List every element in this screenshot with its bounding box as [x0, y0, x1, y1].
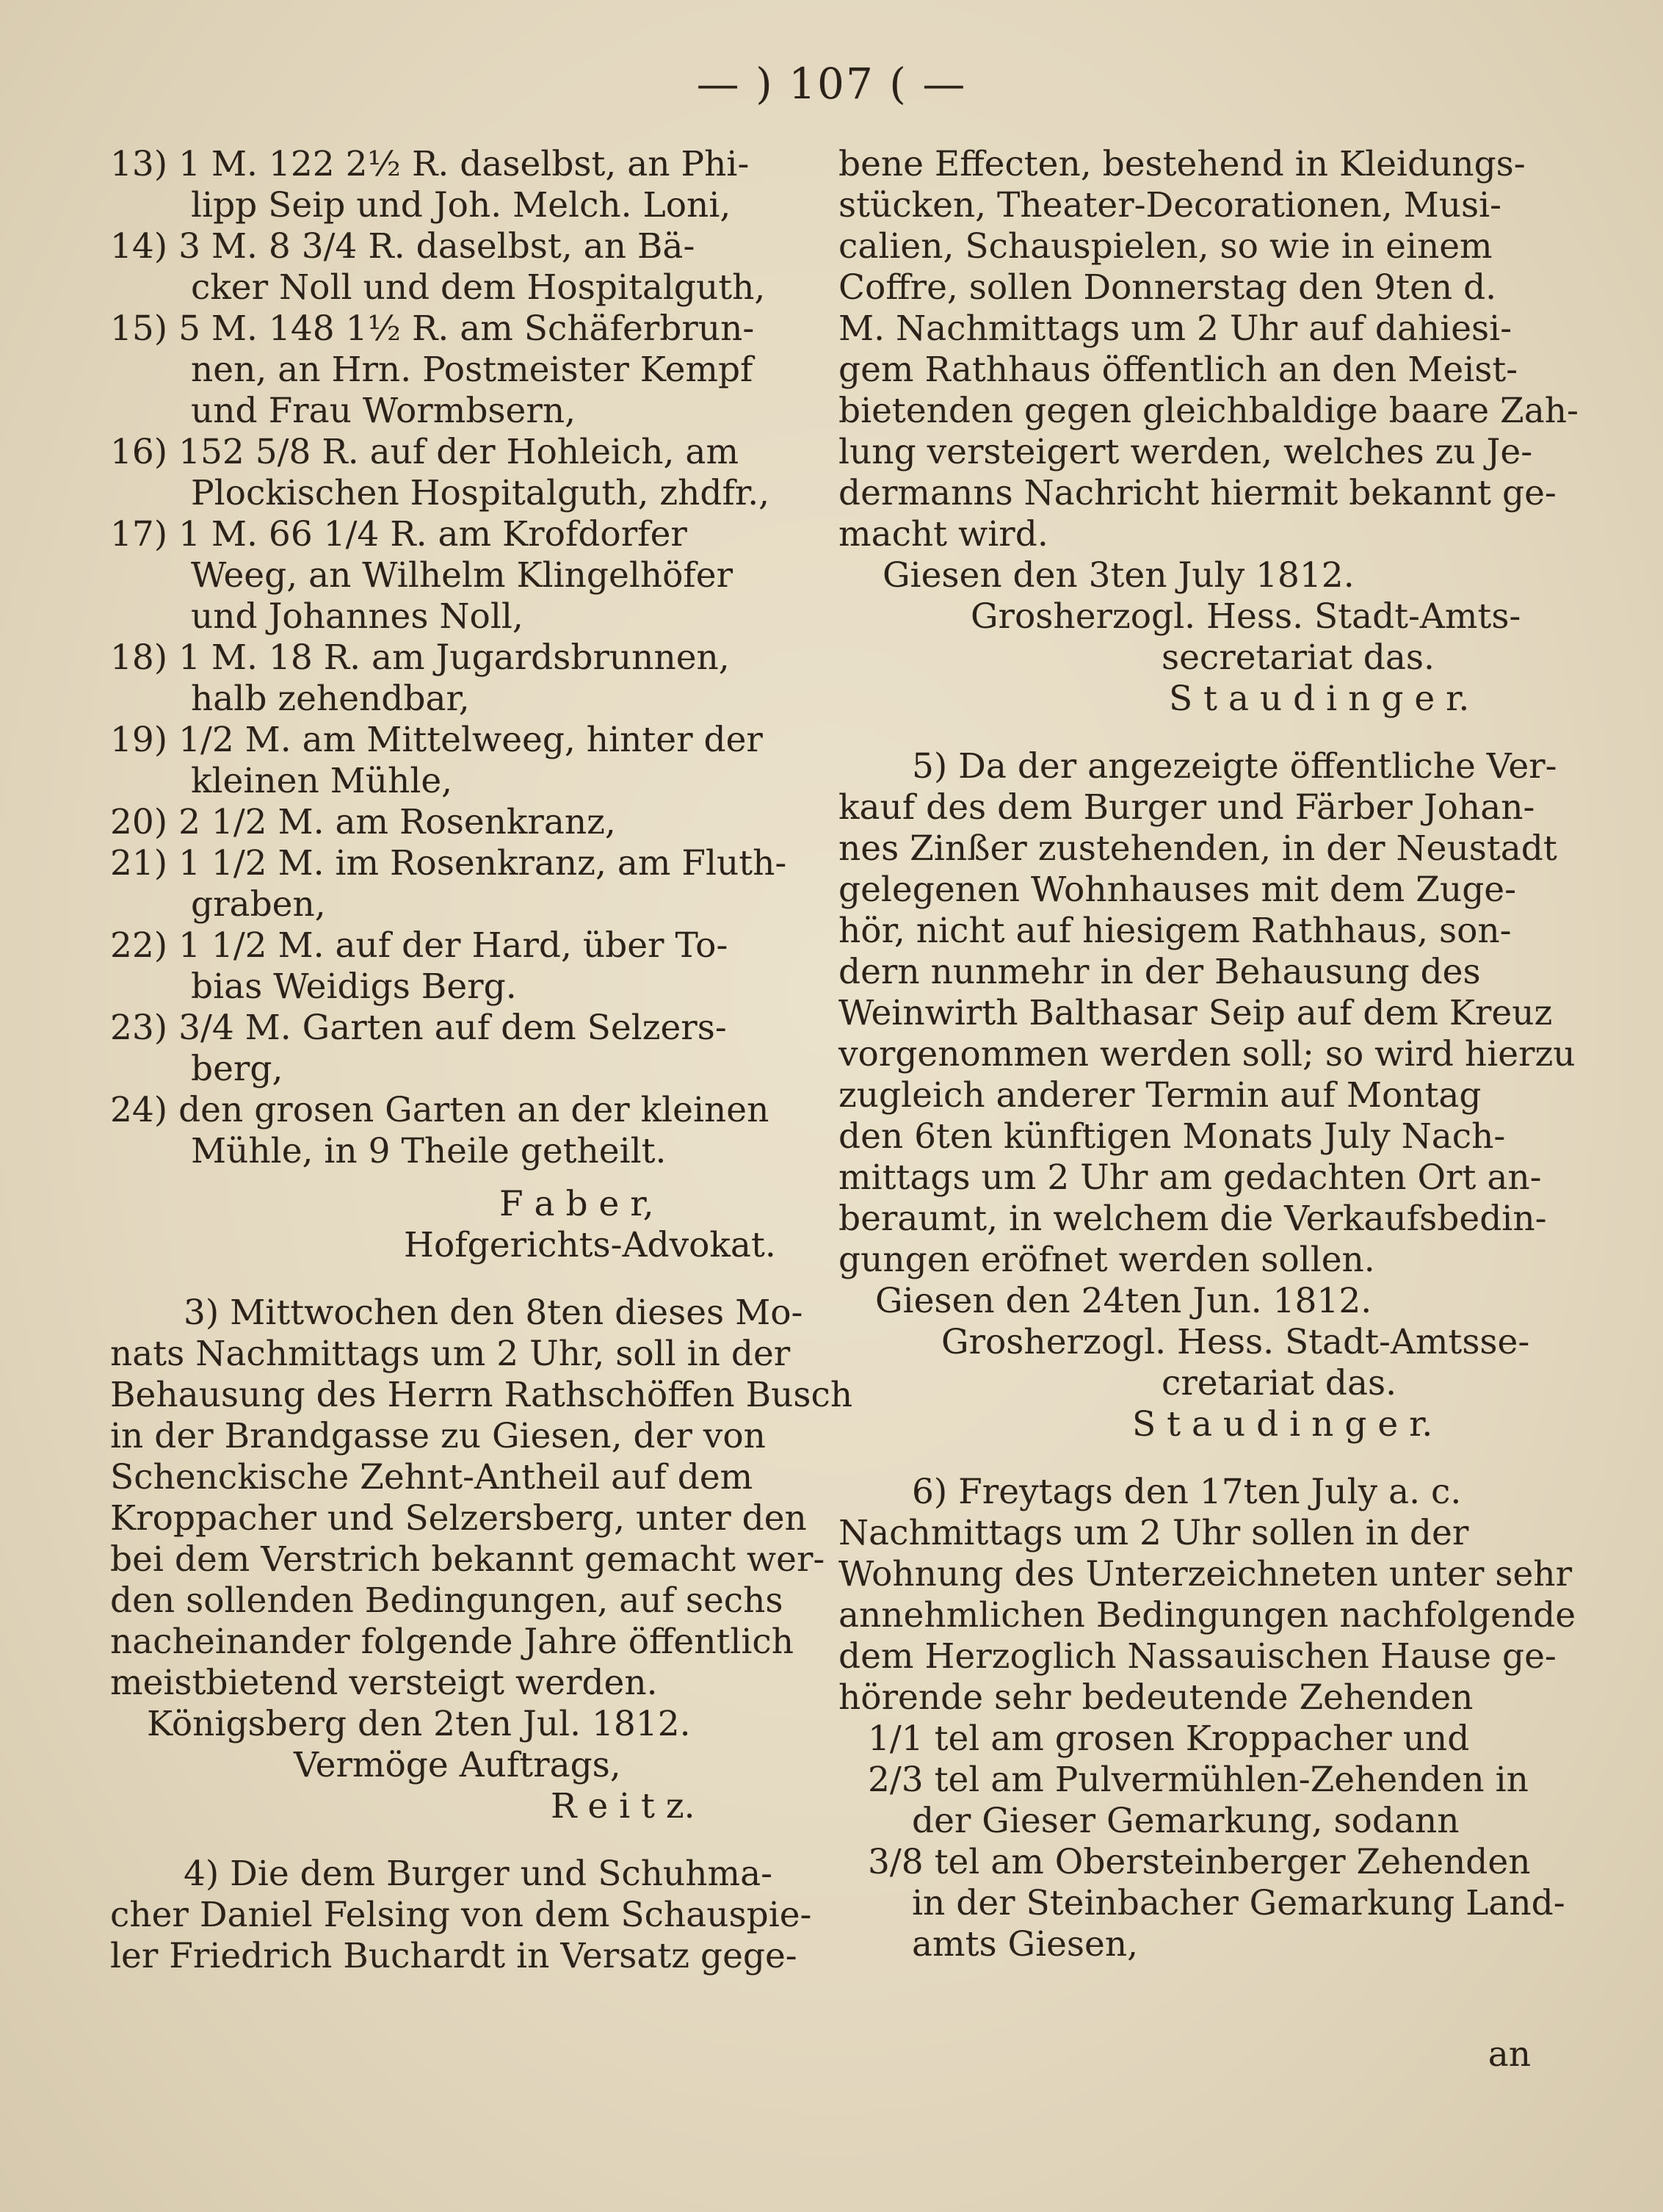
list-item-line: und Frau Wormbsern, [191, 391, 576, 431]
tithe-list-line: in der Steinbacher Gemarkung Land- [912, 1883, 1565, 1923]
paragraph-line: lung versteigert werden, welches zu Je- [838, 432, 1533, 472]
paragraph-line: 4) Die dem Burger und Schuhma- [184, 1854, 773, 1894]
list-item-line: berg, [191, 1049, 283, 1089]
notice-4-date: Giesen den 3ten July 1812. [883, 555, 1355, 596]
paragraph-line: annehmlichen Bedingungen nachfolgende [838, 1595, 1576, 1635]
notice-4 [110, 1854, 815, 1977]
paragraph-line: Coffre, sollen Donnerstag den 9ten d. [838, 267, 1497, 308]
paragraph-line: gem Rathhaus öffentlich an den Meist- [838, 350, 1518, 390]
paragraph-line: kauf des dem Burger und Färber Johan- [838, 787, 1535, 828]
notice-5-signature: S t a u d i n g e r. [1132, 1404, 1433, 1445]
list-item-line: 13) 1 M. 122 2½ R. daselbst, an Phi- [110, 144, 750, 184]
paragraph-line: M. Nachmittags um 2 Uhr auf dahiesi- [838, 308, 1512, 349]
paragraph-line: den sollenden Bedingungen, auf sechs [110, 1580, 783, 1621]
list-item-line: 23) 3/4 M. Garten auf dem Selzers- [110, 1008, 727, 1048]
list-item-line: 14) 3 M. 8 3/4 R. daselbst, an Bä- [110, 226, 695, 267]
notice-4-office-cont: secretariat das. [1162, 637, 1435, 678]
paragraph-line: gelegenen Wohnhauses mit dem Zuge- [838, 870, 1516, 910]
paragraph-line: bene Effecten, bestehend in Kleidungs- [838, 144, 1526, 184]
tithe-list-line: 3/8 tel am Obersteinberger Zehenden [868, 1842, 1531, 1882]
list-item-line: 22) 1 1/2 M. auf der Hard, über To- [110, 925, 728, 966]
list-item-line: Mühle, in 9 Theile getheilt. [191, 1131, 667, 1171]
list-item-line: nen, an Hrn. Postmeister Kempf [191, 350, 753, 390]
list-item-line: bias Weidigs Berg. [191, 966, 517, 1007]
paragraph-line: bietenden gegen gleichbaldige baare Zah- [838, 391, 1579, 431]
list-item-line: 24) den grosen Garten an der kleinen [110, 1090, 769, 1130]
tithe-list-line: 1/1 tel am grosen Kroppacher und [868, 1718, 1470, 1759]
tithe-list [838, 1718, 1565, 1965]
list-item-line: 16) 152 5/8 R. auf der Hohleich, am [110, 432, 739, 472]
list-item-line: Weeg, an Wilhelm Klingelhöfer [191, 555, 733, 596]
paragraph-line: hörende sehr bedeutende Zehenden [838, 1677, 1474, 1718]
list-item-line: 17) 1 M. 66 1/4 R. am Krofdorfer [110, 514, 687, 554]
left-column [110, 144, 853, 1977]
paragraph-line: dermanns Nachricht hiermit bekannt ge- [838, 473, 1557, 513]
notice-3-date: Königsberg den 2ten Jul. 1812. [147, 1704, 691, 1744]
notice-6 [838, 1472, 1576, 1718]
list-item-line: graben, [191, 884, 326, 925]
list-item-line: halb zehendbar, [191, 679, 470, 719]
signature-title: Hofgerichts-Advokat. [404, 1225, 776, 1265]
paragraph-line: gungen eröfnet werden sollen. [838, 1240, 1375, 1280]
tithe-list-line: der Gieser Gemarkung, sodann [912, 1801, 1460, 1841]
notice-5 [838, 746, 1576, 1281]
page-number-header: — ) 107 ( — [696, 59, 967, 109]
tithe-list-line: amts Giesen, [912, 1924, 1139, 1965]
paragraph-line: nacheinander folgende Jahre öffentlich [110, 1622, 794, 1662]
notice-5-date: Giesen den 24ten Jun. 1812. [875, 1281, 1372, 1321]
paragraph-line: 3) Mittwochen den 8ten dieses Mo- [184, 1293, 803, 1333]
paragraph-line: hör, nicht auf hiesigem Rathhaus, son- [838, 911, 1512, 951]
paragraph-line: Wohnung des Unterzeichneten unter sehr [838, 1554, 1573, 1594]
parcel-list [110, 144, 815, 1172]
notice-4-continued [838, 144, 1579, 555]
notice-5-office-cont: cretariat das. [1162, 1363, 1397, 1403]
paragraph-line: beraumt, in welchem die Verkaufsbedin- [838, 1199, 1547, 1239]
notice-4-signature: S t a u d i n g e r. [1169, 679, 1470, 719]
paragraph-line: Kroppacher und Selzersberg, unter den [110, 1498, 807, 1539]
notice-4-office: Grosherzogl. Hess. Stadt-Amts- [971, 596, 1521, 637]
paragraph-line: meistbietend versteigt werden. [110, 1663, 658, 1703]
paragraph-line: Weinwirth Balthasar Seip auf dem Kreuz [838, 993, 1553, 1033]
paragraph-line: den 6ten künftigen Monats July Nach- [838, 1116, 1506, 1157]
paragraph-line: mittags um 2 Uhr am gedachten Ort an- [838, 1157, 1542, 1198]
paragraph-line: nes Zinßer zustehenden, in der Neustadt [838, 828, 1557, 869]
paragraph-line: cher Daniel Felsing von dem Schauspie- [110, 1895, 812, 1935]
paragraph-line: macht wird. [838, 514, 1048, 554]
paragraph-line: 5) Da der angezeigte öffentliche Ver- [912, 746, 1557, 787]
list-item-line: kleinen Mühle, [191, 761, 453, 801]
list-item-line: lipp Seip und Joh. Melch. Loni, [191, 185, 731, 225]
notice-5-office: Grosherzogl. Hess. Stadt-Amtsse- [941, 1322, 1530, 1362]
paragraph-line: calien, Schauspielen, so wie in einem [838, 226, 1493, 267]
list-item-line: 18) 1 M. 18 R. am Jugardsbrunnen, [110, 637, 730, 678]
paragraph-line: in der Brandgasse zu Giesen, der von [110, 1416, 766, 1456]
list-item-line: 21) 1 1/2 M. im Rosenkranz, am Fluth- [110, 843, 787, 883]
paragraph-line: 6) Freytags den 17ten July a. c. [912, 1472, 1462, 1512]
list-item-line: Plockischen Hospitalguth, zhdfr., [191, 473, 770, 513]
paragraph-line: stücken, Theater-Decorationen, Musi- [838, 185, 1502, 225]
paragraph-line: Nachmittags um 2 Uhr sollen in der [838, 1513, 1469, 1553]
paragraph-line: nats Nachmittags um 2 Uhr, soll in der [110, 1334, 791, 1374]
list-item-line: und Johannes Noll, [191, 596, 523, 637]
paragraph-line: bei dem Verstrich bekannt gemacht wer- [110, 1539, 825, 1580]
notice-3-signature-line: Vermöge Auftrags, [294, 1745, 621, 1785]
paragraph-line: Behausung des Herrn Rathschöffen Busch [110, 1375, 853, 1415]
right-column [838, 144, 1579, 1965]
list-item-line: 19) 1/2 M. am Mittelweeg, hinter der [110, 720, 763, 760]
tithe-list-line: 2/3 tel am Pulvermühlen-Zehenden in [868, 1760, 1529, 1800]
list-item-line: cker Noll und dem Hospitalguth, [191, 267, 766, 308]
catchword: an [1488, 2034, 1531, 2075]
notice-3-signature: R e i t z. [551, 1786, 695, 1826]
paragraph-line: Schenckische Zehnt-Antheil auf dem [110, 1457, 753, 1497]
paragraph-line: ler Friedrich Buchardt in Versatz gege- [110, 1936, 797, 1976]
notice-3 [110, 1293, 853, 1704]
signature-name: F a b e r, [499, 1184, 654, 1224]
paragraph-line: dem Herzoglich Nassauischen Hause ge- [838, 1636, 1557, 1677]
paragraph-line: dern nunmehr in der Behausung des [838, 952, 1481, 992]
list-item-line: 15) 5 M. 148 1½ R. am Schäferbrun- [110, 308, 755, 349]
paragraph-line: vorgenommen werden soll; so wird hierzu [838, 1034, 1576, 1074]
list-item-line: 20) 2 1/2 M. am Rosenkranz, [110, 802, 616, 842]
paragraph-line: zugleich anderer Termin auf Montag [838, 1075, 1482, 1116]
